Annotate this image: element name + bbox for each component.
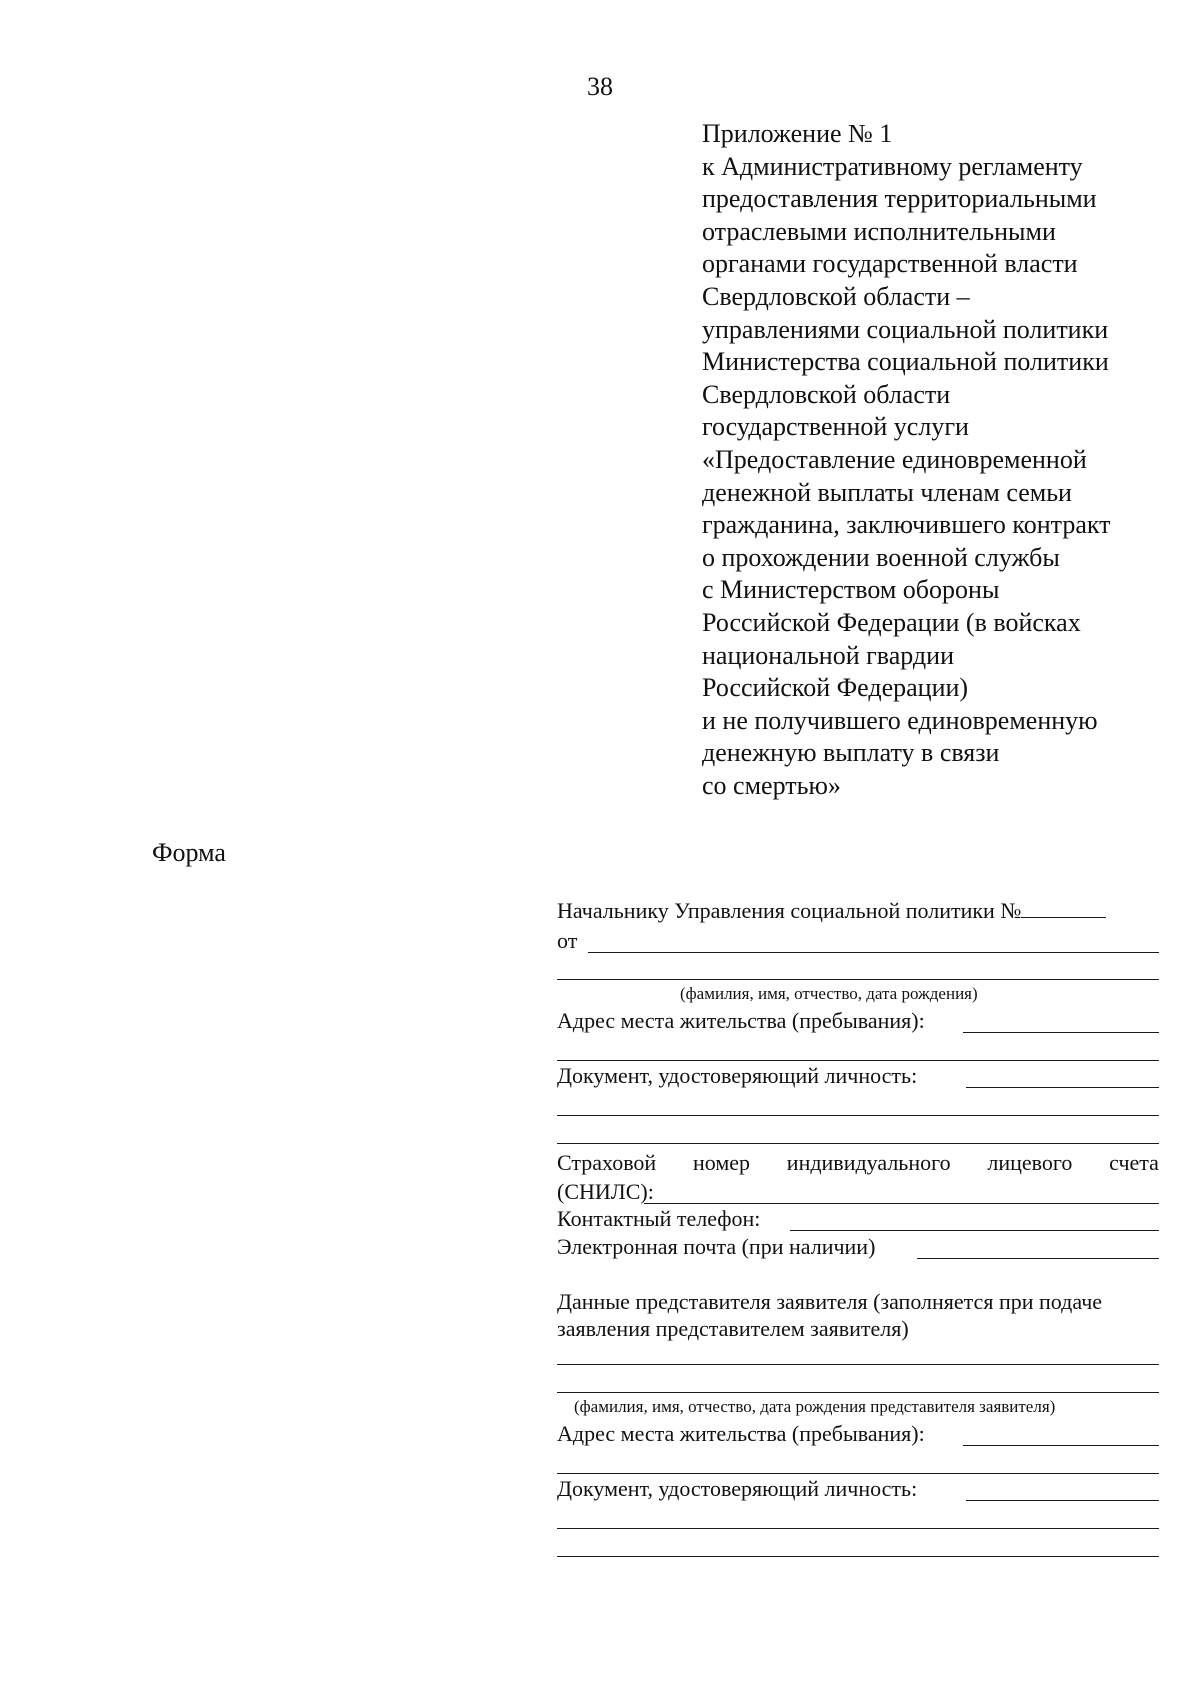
representative-note-line2: заявления представителем заявителя) xyxy=(557,1316,909,1341)
appendix-line: со смертью» xyxy=(702,770,841,800)
snils-label: (СНИЛС): xyxy=(557,1179,654,1204)
representative-document-field-2[interactable] xyxy=(557,1528,1159,1529)
representative-address-label: Адрес места жительства (пребывания): xyxy=(557,1421,925,1446)
address-label: Адрес места жительства (пребывания): xyxy=(557,1008,925,1033)
appendix-line: Российской Федерации (в войсках xyxy=(702,607,1081,637)
page-number: 38 xyxy=(587,72,613,101)
representative-document-field-3[interactable] xyxy=(557,1556,1159,1557)
snils-label-row xyxy=(557,1150,1159,1176)
representative-note-line1: Данные представителя заявителя (заполняется при подаче xyxy=(557,1289,1103,1314)
appendix-line: о прохождении военной службы xyxy=(702,542,1060,572)
snils-word: Страховой xyxy=(557,1150,657,1175)
appendix-header xyxy=(702,118,1192,802)
email-field[interactable] xyxy=(917,1258,1159,1259)
phone-label: Контактный телефон: xyxy=(557,1206,761,1231)
representative-address-field-2[interactable] xyxy=(557,1473,1159,1474)
appendix-line: Свердловской области – xyxy=(702,281,970,311)
address-field[interactable] xyxy=(963,1032,1159,1033)
appendix-line: Приложение № 1 xyxy=(702,119,893,148)
applicant-name-field[interactable] xyxy=(588,952,1159,953)
phone-field[interactable] xyxy=(790,1230,1159,1231)
appendix-line: денежной выплаты членам семьи xyxy=(702,477,1072,507)
appendix-line: и не получившего единовременную xyxy=(702,705,1098,735)
document-field[interactable] xyxy=(966,1087,1159,1088)
representative-fio-caption: (фамилия, имя, отчество, дата рождения представителя заявителя) xyxy=(574,1397,1056,1416)
appendix-line: отраслевыми исполнительными xyxy=(702,216,1056,246)
from-label: от xyxy=(557,928,578,953)
representative-name-field[interactable] xyxy=(557,1364,1159,1365)
document-field-2[interactable] xyxy=(557,1115,1159,1116)
appendix-line: «Предоставление единовременной xyxy=(702,444,1087,474)
document-label: Документ, удостоверяющий личность: xyxy=(557,1063,918,1088)
appendix-line: государственной услуги xyxy=(702,412,969,442)
appendix-line: национальной гвардии xyxy=(702,640,954,670)
address-field-2[interactable] xyxy=(557,1060,1159,1061)
appendix-line: денежную выплату в связи xyxy=(702,738,1000,768)
appendix-line: органами государственной власти xyxy=(702,249,1078,279)
appendix-line: к Административному регламенту xyxy=(702,151,1083,181)
addressee-label: Начальнику Управления социальной политики № xyxy=(557,898,1022,923)
appendix-line: предоставления территориальными xyxy=(702,184,1097,214)
representative-document-label: Документ, удостоверяющий личность: xyxy=(557,1476,918,1501)
representative-name-field-2[interactable] xyxy=(557,1392,1159,1393)
appendix-line: с Министерством обороны xyxy=(702,575,1000,605)
applicant-name-field-2[interactable] xyxy=(557,979,1159,980)
snils-word: индивидуального xyxy=(786,1150,951,1175)
appendix-line: управлениями социальной политики xyxy=(702,314,1109,344)
representative-address-field[interactable] xyxy=(963,1445,1159,1446)
fio-caption: (фамилия, имя, отчество, дата рождения) xyxy=(680,984,978,1003)
email-label: Электронная почта (при наличии) xyxy=(557,1234,876,1259)
appendix-line: Министерства социальной политики xyxy=(702,347,1109,377)
department-number-field[interactable] xyxy=(1021,899,1106,918)
addressee-line xyxy=(557,898,1106,924)
snils-word: лицевого xyxy=(987,1150,1073,1175)
representative-document-field[interactable] xyxy=(966,1500,1159,1501)
appendix-line: гражданина, заключившего контракт xyxy=(702,510,1111,540)
document-field-3[interactable] xyxy=(557,1143,1159,1144)
snils-field[interactable] xyxy=(644,1203,1159,1204)
snils-word: номер xyxy=(692,1150,751,1175)
form-label: Форма xyxy=(152,838,226,867)
snils-word: счета xyxy=(1109,1150,1159,1175)
appendix-line: Российской Федерации) xyxy=(702,673,969,703)
appendix-line: Свердловской области xyxy=(702,379,951,409)
